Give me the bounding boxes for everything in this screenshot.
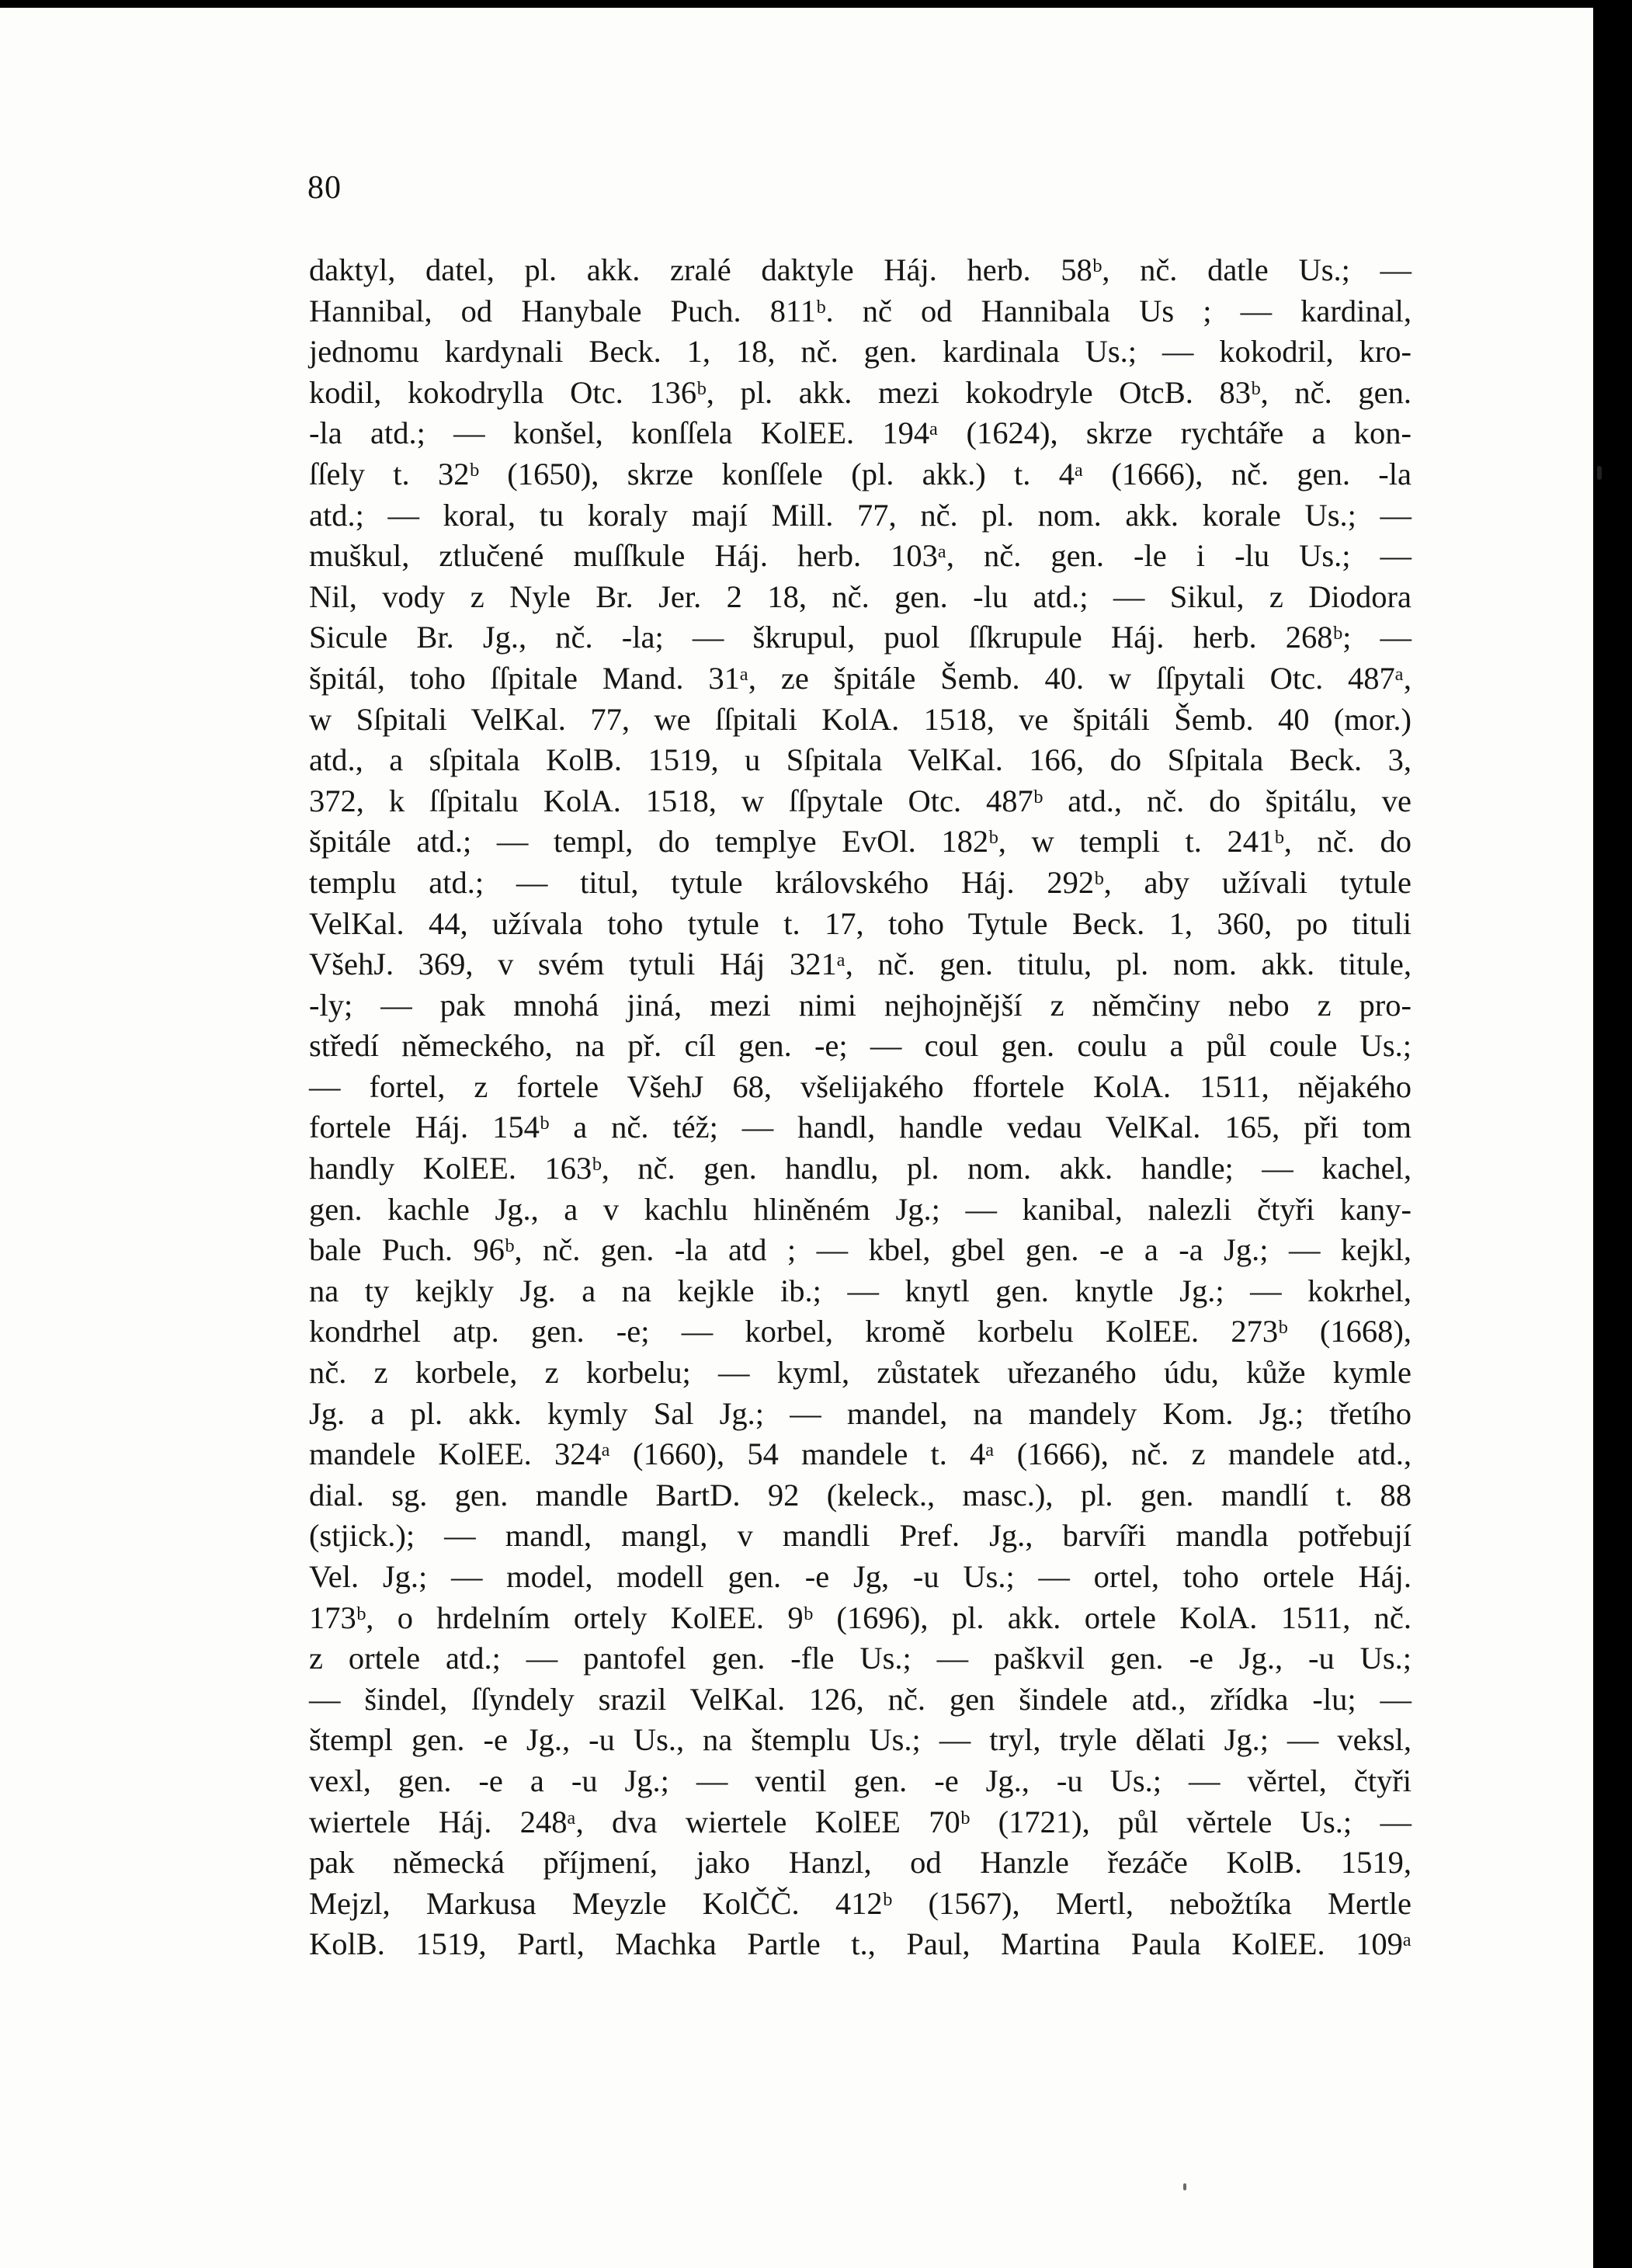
text-line: muškul, ztlučené muſſkule Háj. herb. 103ᵃ, nč. gen. -le i -lu Us.; —	[309, 538, 1412, 574]
text-line: gen. kachle Jg., a v kachlu hliněném Jg.; — kanibal, nalezli čtyři kany-	[309, 1191, 1412, 1227]
text-line: Nil, vody z Nyle Br. Jer. 2 18, nč. gen. -lu atd.; — Sikul, z Diodora	[309, 578, 1412, 614]
text-line: nč. z korbele, z korbelu; — kyml, zůstatek uřezaného údu, kůže kymle	[309, 1355, 1412, 1391]
text-line: Hannibal, od Hanybale Puch. 811ᵇ. nč od Hannibala Us ; — kardinal,	[309, 293, 1412, 328]
text-line: dial. sg. gen. mandle BartD. 92 (keleck., masc.), pl. gen. mandlí t. 88	[309, 1477, 1412, 1513]
text-line: Jg. a pl. akk. kymly Sal Jg.; — mandel, na mandely Kom. Jg.; třetího	[309, 1395, 1412, 1431]
text-line: špitále atd.; — templ, do templye EvOl. 182ᵇ, w templi t. 241ᵇ, nč. do	[309, 824, 1412, 860]
text-line: kodil, kokodrylla Otc. 136ᵇ, pl. akk. mezi kokodryle OtcB. 83ᵇ, nč. gen.	[309, 374, 1412, 410]
text-line: -la atd.; — konšel, konſſela KolEE. 194ᵃ (1624), skrze rychtáře a kon-	[309, 415, 1412, 451]
text-line: pak německá příjmení, jako Hanzl, od Hanzle řezáče KolB. 1519,	[309, 1845, 1412, 1881]
text-line: w Sſpitali VelKal. 77, we ſſpitali KolA. 1518, ve špitáli Šemb. 40 (mor.)	[309, 701, 1412, 737]
text-line: na ty kejkly Jg. a na kejkle ib.; — knytl gen. knytle Jg.; — kokrhel,	[309, 1273, 1412, 1308]
text-line: kondrhel atp. gen. -e; — korbel, kromě korbelu KolEE. 273ᵇ (1668),	[309, 1314, 1412, 1349]
text-line: štempl gen. -e Jg., -u Us., na štemplu Us.; — tryl, tryle dělati Jg.; — veksl,	[309, 1722, 1412, 1758]
text-line: z ortele atd.; — pantofel gen. -fle Us.; — paškvil gen. -e Jg., -u Us.;	[309, 1641, 1412, 1676]
scan-speck	[1183, 2183, 1186, 2190]
text-line: handly KolEE. 163ᵇ, nč. gen. handlu, pl. nom. akk. handle; — kachel,	[309, 1151, 1412, 1186]
body-text	[309, 250, 1412, 1965]
book-page	[0, 8, 1593, 2268]
text-line: atd.; — koral, tu koraly mají Mill. 77, nč. pl. nom. akk. korale Us.; —	[309, 497, 1412, 533]
text-line: středí německého, na př. cíl gen. -e; — coul gen. coulu a půl coule Us.;	[309, 1028, 1412, 1064]
text-line: ſſely t. 32ᵇ (1650), skrze konſſele (pl. akk.) t. 4ᵃ (1666), nč. gen. -la	[309, 456, 1412, 491]
text-line: mandele KolEE. 324ᵃ (1660), 54 mandele t. 4ᵃ (1666), nč. z mandele atd.,	[309, 1436, 1412, 1472]
text-line: 173ᵇ, o hrdelním ortely KolEE. 9ᵇ (1696), pl. akk. ortele KolA. 1511, nč.	[309, 1599, 1412, 1635]
text-line: — fortel, z fortele VšehJ 68, všelijakého ffortele KolA. 1511, nějakého	[309, 1068, 1412, 1104]
text-line: Mejzl, Markusa Meyzle KolČČ. 412ᵇ (1567), Mertl, nebožtíka Mertle	[309, 1885, 1412, 1921]
text-line: templu atd.; — titul, tytule královského Háj. 292ᵇ, aby užívali tytule	[309, 864, 1412, 900]
text-line: vexl, gen. -e a -u Jg.; — ventil gen. -e Jg., -u Us.; — věrtel, čtyři	[309, 1763, 1412, 1798]
text-line: bale Puch. 96ᵇ, nč. gen. -la atd ; — kbel, gbel gen. -e a -a Jg.; — kejkl,	[309, 1232, 1412, 1268]
text-line: špitál, toho ſſpitale Mand. 31ᵃ, ze špitále Šemb. 40. w ſſpytali Otc. 487ᵃ,	[309, 660, 1412, 696]
text-line: wiertele Háj. 248ᵃ, dva wiertele KolEE 70ᵇ (1721), půl věrtele Us.; —	[309, 1804, 1412, 1839]
text-line: — šindel, ſſyndely srazil VelKal. 126, nč. gen šindele atd., zřídka -lu; —	[309, 1681, 1412, 1717]
text-line: 372, k ſſpitalu KolA. 1518, w ſſpytale Otc. 487ᵇ atd., nč. do špitálu, ve	[309, 783, 1412, 818]
text-line: atd., a sſpitala KolB. 1519, u Sſpitala VelKal. 166, do Sſpitala Beck. 3,	[309, 742, 1412, 778]
text-line: (stjick.); — mandl, mangl, v mandli Pref. Jg., barvíři mandla potřebují	[309, 1518, 1412, 1554]
edge-mark	[1597, 466, 1602, 480]
text-line: daktyl, datel, pl. akk. zralé daktyle Háj. herb. 58ᵇ, nč. datle Us.; —	[309, 252, 1412, 287]
text-line: KolB. 1519, Partl, Machka Partle t., Paul, Martina Paula KolEE. 109ᵃ	[309, 1926, 1412, 1962]
text-line: Sicule Br. Jg., nč. -la; — škrupul, puol ſſkrupule Háj. herb. 268ᵇ; —	[309, 620, 1412, 655]
text-line: Vel. Jg.; — model, modell gen. -e Jg, -u Us.; — ortel, toho ortele Háj.	[309, 1559, 1412, 1594]
text-line: -ly; — pak mnohá jiná, mezi nimi nejhojnější z němčiny nebo z pro-	[309, 987, 1412, 1023]
text-line: fortele Háj. 154ᵇ a nč. též; — handl, handle vedau VelKal. 165, při tom	[309, 1110, 1412, 1145]
text-line: VelKal. 44, užívala toho tytule t. 17, toho Tytule Beck. 1, 360, po tituli	[309, 905, 1412, 941]
page-number: 80	[307, 170, 342, 206]
text-line: VšehJ. 369, v svém tytuli Háj 321ᵃ, nč. gen. titulu, pl. nom. akk. titule,	[309, 946, 1412, 982]
text-line: jednomu kardynali Beck. 1, 18, nč. gen. kardinala Us.; — kokodril, kro-	[309, 334, 1412, 370]
